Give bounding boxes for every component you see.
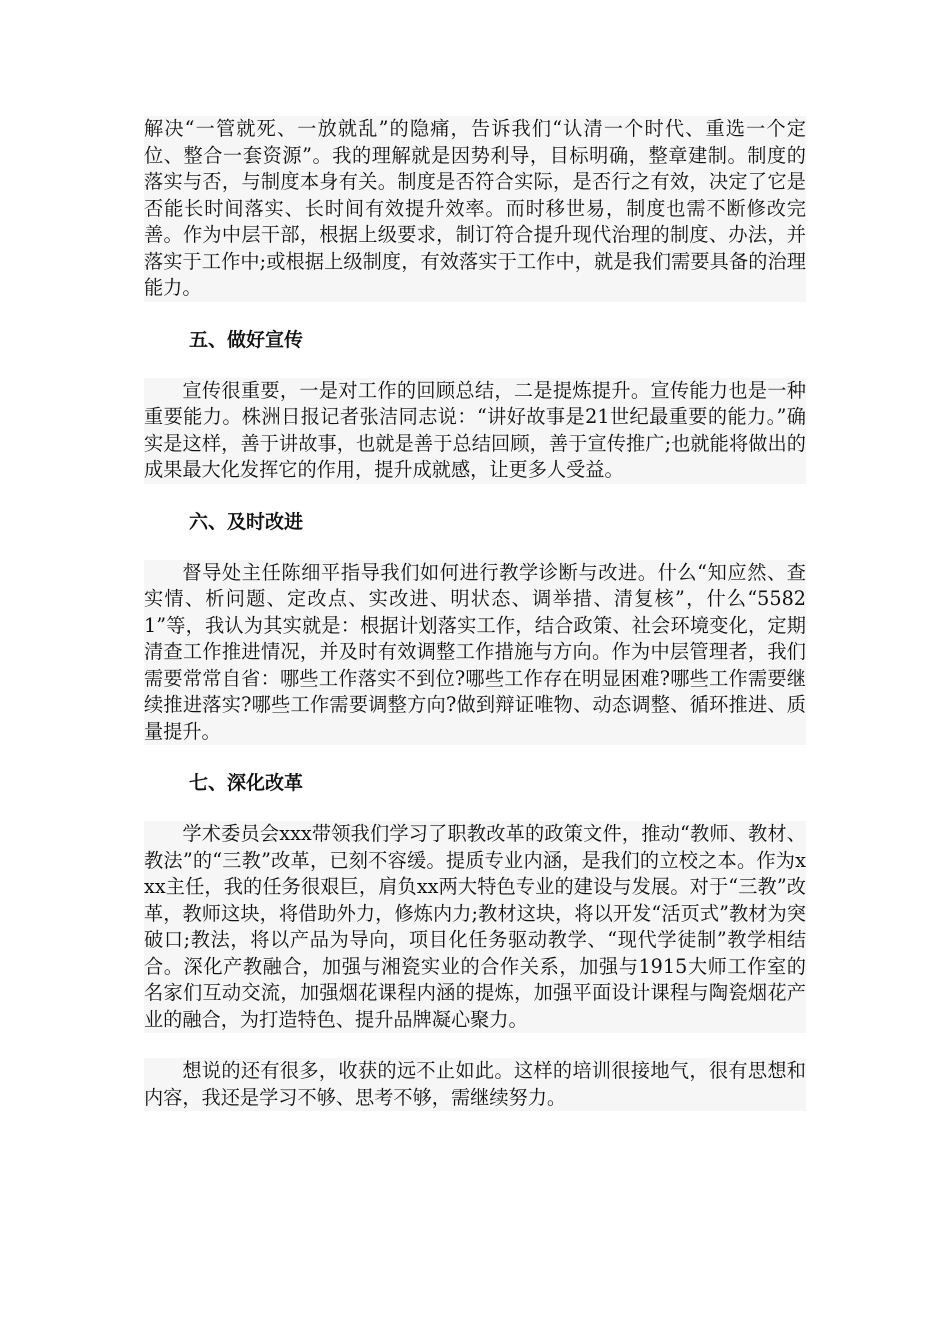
section-heading: 六、及时改进 <box>189 510 304 533</box>
paragraph-gap <box>144 1033 806 1058</box>
section-heading: 七、深化改革 <box>189 772 304 794</box>
section-heading: 五、做好宣传 <box>189 328 304 351</box>
body-paragraph: 学术委员会xxx带领我们学习了职教改革的政策文件，推动“教师、教材、教法”的“三教”改革，已刻不容缓。提质专业内涵，是我们的立校之本。作为xxx主任，我的任务很艰巨，肩负xx两大特色专业的建设与发展。对于“三教”改革，教师这块，将借助外力，修炼内力;教材这块，将以开发“活页式”教材为突破口;教法，将以产品为导向，项目化任务驱动教学、“现代学徒制”教学相结合。深化产教融合，加强与湘瓷实业的合作关系，加强与1915大师工作室的名家们互动交流，加强烟花课程内涵的提炼，加强平面设计课程与陶瓷烟花产业的融合，为打造特色、提升品牌凝心聚力。 <box>144 821 806 1033</box>
paragraph-gap <box>144 484 806 509</box>
paragraph-gap <box>144 302 806 327</box>
body-paragraph: 宣传很重要，一是对工作的回顾总结，二是提炼提升。宣传能力也是一种重要能力。株洲日报记者张洁同志说：“讲好故事是21世纪最重要的能力。”确实是这样，善于讲故事，也就是善于总结回顾，善于宣传推广;也就能将做出的成果最大化发挥它的作用，提升成就感，让更多人受益。 <box>144 378 806 484</box>
paragraph-gap <box>144 353 806 378</box>
closing-paragraph: 想说的还有很多，收获的远不止如此。这样的培训很接地气，很有思想和内容，我还是学习不够、思考不够，需继续努力。 <box>144 1058 806 1111</box>
paragraph-gap <box>144 745 806 770</box>
body-paragraph: 解决“一管就死、一放就乱”的隐痛，告诉我们“认清一个时代、重选一个定位、整合一套资源”。我的理解就是因势利导，目标明确，整章建制。制度的落实与否，与制度本身有关。制度是否符合实际，是否行之有效，决定了它是否能长时间落实、长时间有效提升效率。而时移世易，制度也需不断修改完善。作为中层干部，根据上级要求，制订符合提升现代治理的制度、办法，并落实于工作中;或根据上级制度，有效落实于工作中，就是我们需要具备的治理能力。 <box>144 116 806 302</box>
document-page <box>144 116 806 1111</box>
body-paragraph: 督导处主任陈细平指导我们如何进行教学诊断与改进。什么“知应然、查实情、析问题、定改点、实改进、明状态、调举措、清复核”，什么“55821”等，我认为其实就是：根据计划落实工作，结合政策、社会环境变化，定期清查工作推进情况，并及时有效调整工作措施与方向。作为中层管理者，我们需要常常自省：哪些工作落实不到位?哪些工作存在明显困难?哪些工作需要继续推进落实?哪些工作需要调整方向?做到辩证唯物、动态调整、循环推进、质量提升。 <box>144 560 806 746</box>
paragraph-gap <box>144 796 806 821</box>
paragraph-gap <box>144 535 806 560</box>
